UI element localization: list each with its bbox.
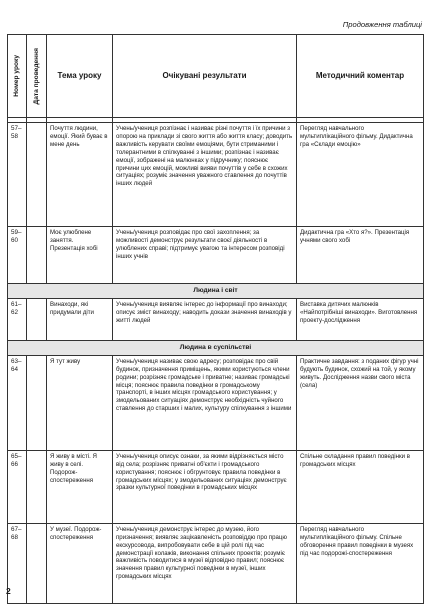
lesson-date [27,123,47,227]
lesson-date [27,450,47,523]
lesson-comment: Спільне складання правил поведінки в громадських місцях [297,450,424,523]
lesson-topic: Винаходи, які придумали діти [47,298,113,340]
lesson-comment: Перегляд навчального мультиплікаційного фільму. Дидактична гра «Склади емоцію» [297,123,424,227]
lesson-comment: Виставка дитячих малюнків «Найпотрібніші винаходи». Виготовлення проекту-дослідження [297,298,424,340]
lesson-results: Учень/учениця називає свою адресу; розповідає про свій будинок, призначення приміщень, якими користуються члени родини; розрізняє громадське і приватне; називає громадські місця; пояснює правила поведінки в громадському транспорті, в інших місцях громадського користування; у змодельованих ситуаціях демонструє необхідність чуйного ставлення до старших і малих, культуру спілкування з іншими [113,355,297,450]
section-header: Людина в суспільстві [8,340,424,355]
lesson-number: 61–62 [8,298,27,340]
header-results: Очікувані результати [113,35,297,118]
table-row [8,355,424,450]
lesson-comment: Практичне завдання: з поданих фігур учні будують будинок, схожий на той, у якому живуть. Дослідження назви свого міста (села) [297,355,424,450]
lesson-number: 59–60 [8,227,27,284]
lesson-results: Учень/учениця розпізнає і називає різні почуття і їх причини з опорою на приклади зі свого життя або життя класу; доводить важливість керувати своїми емоціями, бути стриманими і толерантними в спілкуванні з іншими; розпізнає і називає емоції, зображені на малюнках у підручнику; пояснює причини цих емоцій, можливі вияви почуттів у себе в схожих ситуаціях; розуміє значення уважного ставлення до почуттів інших людей [113,123,297,227]
header-date: Дата проведення [27,35,47,118]
header-topic: Тема уроку [47,35,113,118]
lesson-results: Учень/учениця розповідає про свої захоплення; за можливості демонструє результати своєї діяльності в улюблених справі; підтримує увагою та інтересом розповіді інших учнів [113,227,297,284]
lesson-number: 63–64 [8,355,27,450]
lesson-plan-table [7,34,424,604]
table-row [8,298,424,340]
table-row [8,523,424,603]
page-number: 2 [6,586,11,596]
lesson-number: 57–58 [8,123,27,227]
lesson-results: Учень/учениця описує ознаки, за якими відрізняється місто від села; розрізняє приватні об'єкти і громадського користування; пояснює і обгрунтовує правила поведінки в громадських місцях; у змодельованих ситуаціях демонструє зразки культурної поведінки в громадських місцях [113,450,297,523]
lesson-date [27,227,47,284]
lesson-date [27,355,47,450]
header-comment: Методичний коментар [297,35,424,118]
lesson-number: 67–68 [8,523,27,603]
header-lesson-number: Номер уроку [8,35,27,118]
lesson-topic: Моє улюблене заняття. Презентація хобі [47,227,113,284]
table-row [8,227,424,284]
lesson-results: Учень/учениця виявляє інтерес до інформації про винаходи; описує зміст винаходу; наводить докази значення винаходів у житті людей [113,298,297,340]
lesson-date [27,523,47,603]
table-row [8,450,424,523]
lesson-topic: Я тут живу [47,355,113,450]
lesson-number: 65–66 [8,450,27,523]
lesson-topic: Я живу в місті. Я живу в селі. Подорож-спостереження [47,450,113,523]
lesson-comment: Перегляд навчального мультиплікаційного фільму. Спільне обговорення правил поведінки в музеях під час подорожі-спостереження [297,523,424,603]
lesson-date [27,298,47,340]
table-row [8,123,424,227]
continuation-label: Продовження таблиці [342,20,422,29]
lesson-results: Учень/учениця демонструє інтерес до музею, його призначення; виявляє зацікавленість розповіддю про працю екскурсовода, випробовувати себе в цій ролі під час демонстрації колажів, виконання спільних проектів; розуміє важливість поводитися в музеї відповідно правил; пояснює значення правил культурної поведінки в музеї, інших громадських місцях [113,523,297,603]
lesson-comment: Дидактична гра «Хто я?». Презентація учнями свого хобі [297,227,424,284]
lesson-topic: У музеї. Подорож-спостереження [47,523,113,603]
lesson-topic: Почуття людини, емоції. Який буває в мене день [47,123,113,227]
header-row [8,35,424,118]
section-header: Людина і світ [8,284,424,299]
